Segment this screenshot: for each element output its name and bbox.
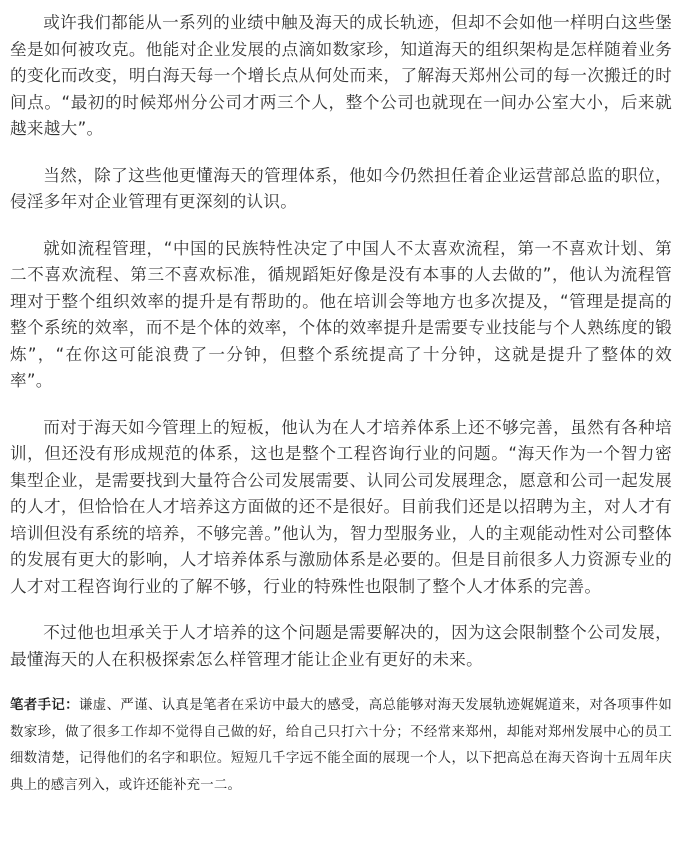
author-note-label: 笔者手记： — [10, 698, 79, 713]
paragraph-3: 就如流程管理，“中国的民族特性决定了中国人不太喜欢流程，第一不喜欢计划、第二不喜欢流程、第三不喜欢标准，循规蹈矩好像是没有本事的人去做的”，他认为流程管理对于整个组织效率的提升是有帮助的。他在培训会等地方也多次提及，“管理是提高的整个系统的效率，而不是个体的效率，个体的效率提升是需要专业技能与个人熟练度的锻炼”，“在你这可能浪费了一分钟，但整个系统提高了十分钟，这就是提升了整体的效率”。 — [10, 238, 672, 390]
paragraph-4: 而对于海天如今管理上的短板，他认为在人才培养体系上还不够完善，虽然有各种培训，但还没有形成规范的体系，这也是整个工程咨询行业的问题。“海天作为一个智力密集型企业，是需要找到大量符合公司发展需要、认同公司发展理念，愿意和公司一起发展的人才，但恰恰在人才培养这方面做的还不是很好。目前我们还是以招聘为主，对人才有培训但没有系统的培养，不够完善。”他认为，智力型服务业，人的主观能动性对公司整体的发展有更大的影响，人才培养体系与激励体系是必要的。但是目前很多人力资源专业的人才对工程咨询行业的了解不够，行业的特殊性也限制了整个人才体系的完善。 — [10, 417, 672, 596]
author-note — [10, 693, 672, 799]
paragraph-5: 不过他也坦承关于人才培养的这个问题是需要解决的，因为这会限制整个公司发展，最懂海天的人在积极探索怎么样管理才能让企业有更好的未来。 — [10, 623, 672, 669]
paragraph-2: 当然，除了这些他更懂海天的管理体系，他如今仍然担任着企业运营部总监的职位，侵淫多年对企业管理有更深刻的认识。 — [10, 165, 672, 211]
author-note-text: 谦虚、严谨、认真是笔者在采访中最大的感受，高总能够对海天发展轨迹娓娓道来，对各项事件如数家珍，做了很多工作却不觉得自己做的好，给自己只打六十分；不经常来郑州，却能对郑州发展中心的员工细数清楚，记得他们的名字和职位。短短几千字远不能全面的展现一个人，以下把高总在海天咨询十五周年庆典上的感言列入，或许还能补充一二。 — [10, 698, 672, 793]
paragraph-1: 或许我们都能从一系列的业绩中触及海天的成长轨迹，但却不会如他一样明白这些堡垒是如何被攻克。他能对企业发展的点滴如数家珍，知道海天的组织架构是怎样随着业务的变化而改变，明白海天每一个增长点从何处而来，了解海天郑州公司的每一次搬迁的时间点。“最初的时候郑州分公司才两三个人，整个公司也就现在一间办公室大小，后来就越来越大”。 — [10, 13, 672, 138]
